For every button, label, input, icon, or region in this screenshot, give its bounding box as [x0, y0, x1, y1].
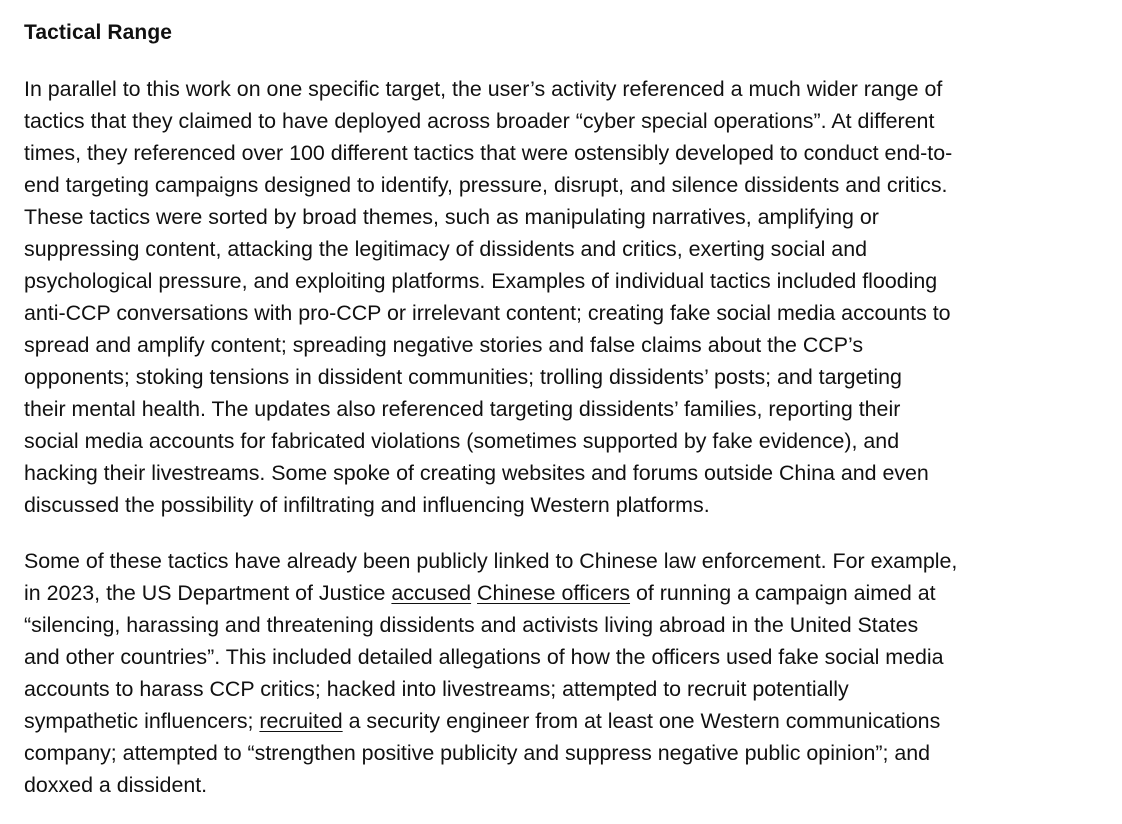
paragraph-line: opponents; stoking tensions in dissident communities; trolling dissidents’ posts; and targeting — [24, 365, 902, 389]
paragraph-line: In parallel to this work on one specific target, the user’s activity referenced a much wider range of — [24, 77, 943, 101]
link-recruited[interactable]: recruited — [259, 709, 343, 733]
paragraph-line: These tactics were sorted by broad themes, such as manipulating narratives, amplifying or — [24, 205, 879, 229]
paragraph-line: anti-CCP conversations with pro-CCP or irrelevant content; creating fake social media accounts to — [24, 301, 951, 325]
paragraph-line: spread and amplify content; spreading negative stories and false claims about the CCP’s — [24, 333, 864, 357]
text-segment: of running a campaign aimed at — [630, 581, 936, 605]
paragraph-line: psychological pressure, and exploiting platforms. Examples of individual tactics included flooding — [24, 269, 938, 293]
paragraph-line: and other countries”. This included detailed allegations of how the officers used fake social media — [24, 645, 944, 669]
link-accused[interactable]: accused — [391, 581, 472, 605]
paragraph-line — [24, 577, 1114, 609]
paragraph-line: hacking their livestreams. Some spoke of creating websites and forums outside China and even — [24, 461, 929, 485]
text-segment: in 2023, the US Department of Justice — [24, 581, 392, 605]
paragraph-line — [24, 705, 1114, 737]
section-heading: Tactical Range — [24, 21, 173, 44]
paragraph-line: times, they referenced over 100 different tactics that were ostensibly developed to conduct end-to- — [24, 141, 953, 165]
paragraph-law-enforcement — [24, 545, 1114, 801]
paragraph-line: doxxed a dissident. — [24, 773, 208, 797]
paragraph-line: tactics that they claimed to have deployed across broader “cyber special operations”. At different — [24, 109, 935, 133]
paragraph-line: social media accounts for fabricated violations (sometimes supported by fake evidence), and — [24, 429, 900, 453]
text-segment: a security engineer from at least one Western communications — [342, 709, 941, 733]
paragraph-line: Some of these tactics have already been publicly linked to Chinese law enforcement. For example, — [24, 549, 958, 573]
paragraph-line: their mental health. The updates also referenced targeting dissidents’ families, reporting their — [24, 397, 901, 421]
link-chinese-officers[interactable]: Chinese officers — [477, 581, 631, 605]
paragraph-line: company; attempted to “strengthen positive publicity and suppress negative public opinion”; and — [24, 741, 931, 765]
paragraph-line: discussed the possibility of infiltrating and influencing Western platforms. — [24, 493, 710, 517]
text-segment: sympathetic influencers; — [24, 709, 260, 733]
paragraph-line: end targeting campaigns designed to identify, pressure, disrupt, and silence dissidents and critics. — [24, 173, 948, 197]
article-section — [24, 0, 1114, 801]
paragraph-line: accounts to harass CCP critics; hacked into livestreams; attempted to recruit potentially — [24, 677, 849, 701]
paragraph-line: suppressing content, attacking the legitimacy of dissidents and critics, exerting social and — [24, 237, 867, 261]
paragraph-line: “silencing, harassing and threatening dissidents and activists living abroad in the United States — [24, 613, 919, 637]
paragraph-tactics — [24, 73, 1114, 521]
